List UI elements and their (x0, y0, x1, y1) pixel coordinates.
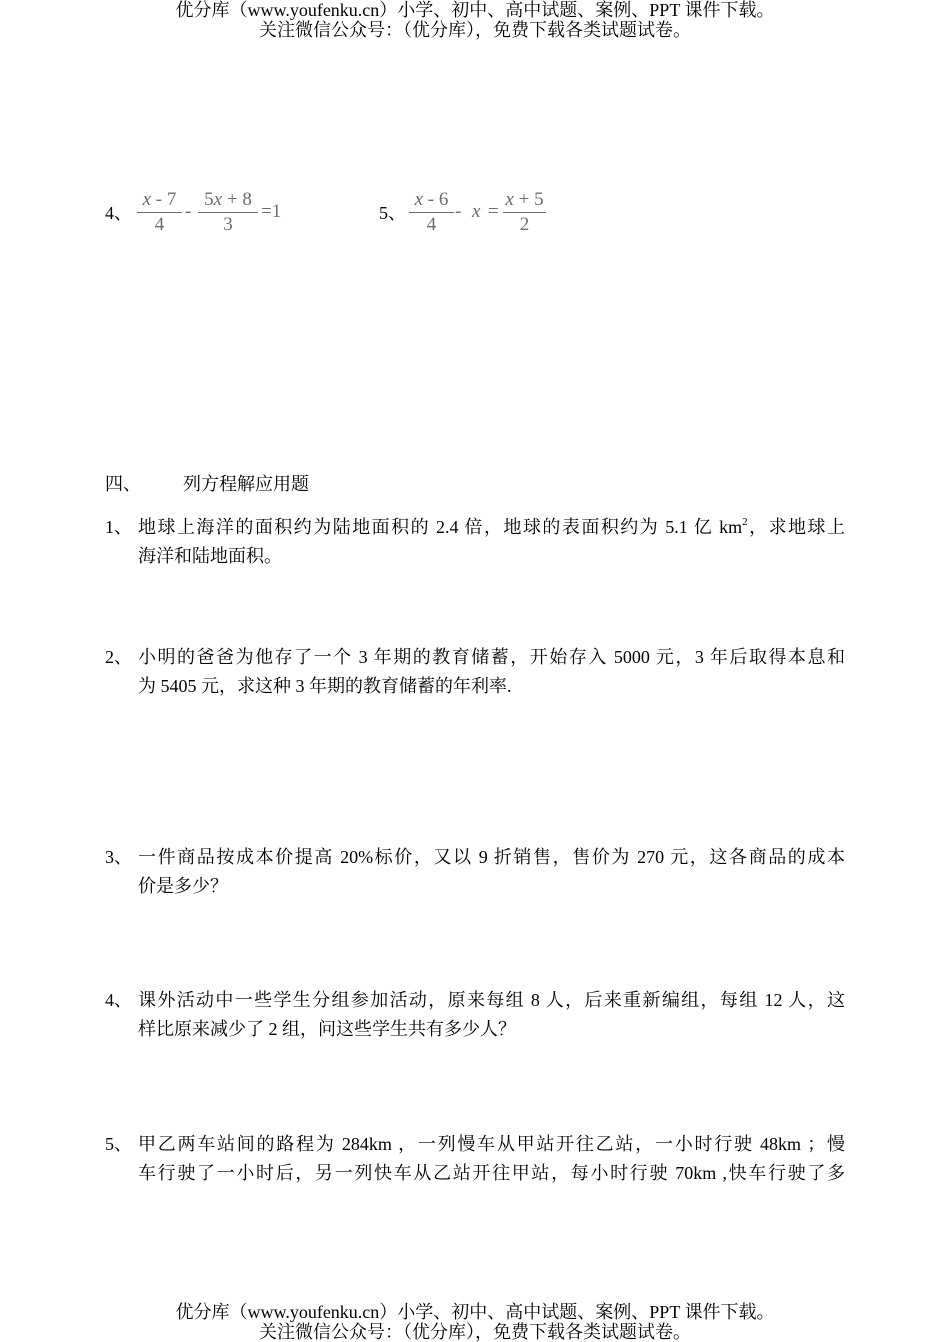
variable: x (213, 188, 223, 210)
equation-5-fraction-1 (409, 187, 454, 237)
problem-number: 3、 (105, 847, 132, 867)
fraction-numerator (137, 188, 182, 212)
problem-line-1: 课外活动中一些学生分组参加活动，原来每组 8 人，后来重新编组，每组 12 人，这 (138, 990, 845, 1010)
section-number: 四、 (105, 474, 141, 494)
fraction-denominator: 2 (519, 213, 530, 235)
problem-number: 1、 (105, 517, 132, 537)
equation-4-label: 4、 (105, 203, 132, 223)
problem-line-1: 一件商品按成本价提高 20%标价，又以 9 折销售，售价为 270 元，这各商品的成本 (138, 847, 845, 867)
problem-2 (0, 643, 950, 701)
header-line-1: 优分库（www.youfenku.cn）小学、初中、高中试题、案例、PPT 课件下载。 (175, 0, 775, 20)
problem-line-1: 甲乙两车站间的路程为 284km ，一列慢车从甲站开往乙站，一小时行驶 48km ；慢 (138, 1134, 845, 1154)
problem-line-2: 海洋和陆地面积。 (138, 546, 282, 566)
superscript: 2 (742, 516, 748, 528)
equation-5-equals: = (488, 201, 499, 222)
problem-line-2: 为 5405 元，求这种 3 年期的教育储蓄的年利率. (138, 676, 512, 696)
problem-number: 5、 (105, 1134, 132, 1154)
fraction-numerator (409, 188, 454, 212)
variable: x (505, 188, 514, 210)
fraction-denominator: 4 (426, 213, 437, 235)
equation-5-label: 5、 (379, 203, 406, 223)
equations-row (0, 187, 950, 237)
fraction-denominator: 3 (223, 213, 233, 235)
numerator-coefficient: 5 (204, 188, 214, 210)
footer-line-1: 优分库（www.youfenku.cn）小学、初中、高中试题、案例、PPT 课件下载。 (175, 1302, 775, 1322)
equation-4-minus: - (185, 201, 192, 222)
fraction-denominator: 4 (154, 213, 165, 235)
equation-4-fraction-1 (137, 187, 182, 237)
problem-text: ，求地球上 (747, 517, 846, 537)
fraction-numerator (503, 188, 546, 212)
problem-3 (0, 843, 950, 901)
variable: x (142, 188, 152, 210)
header-line-2: 关注微信公众号：（优分库），免费下载各类试题试卷。 (259, 20, 691, 40)
problem-1 (0, 513, 950, 571)
problem-line-1: 小明的爸爸为他存了一个 3 年期的教育储蓄，开始存入 5000 元，3 年后取得本息和 (138, 647, 845, 667)
equation-5-fraction-2 (503, 187, 546, 237)
page-footer (0, 1302, 950, 1342)
problem-line-1 (138, 513, 845, 542)
problem-number: 4、 (105, 990, 132, 1010)
problem-line-2: 样比原来减少了 2 组，问这些学生共有多少人？ (138, 1019, 516, 1039)
equation-4-fraction-2 (198, 187, 258, 237)
equation-5-variable: x (472, 201, 481, 222)
section-title: 列方程解应用题 (183, 474, 309, 494)
equation-5-minus: - (455, 201, 462, 222)
problem-number: 2、 (105, 647, 132, 667)
fraction-numerator (198, 188, 258, 212)
numerator-rest: + 5 (513, 188, 544, 210)
footer-line-2: 关注微信公众号：（优分库），免费下载各类试题试卷。 (259, 1322, 691, 1342)
problem-5 (0, 1130, 950, 1188)
problem-4 (0, 986, 950, 1044)
page-header (0, 0, 950, 40)
variable: x (414, 188, 424, 210)
problem-line-2: 车行驶了一小时后，另一列快车从乙站开往甲站，每小时行驶 70km ,快车行驶了多 (138, 1163, 845, 1183)
equation-4-rhs: =1 (261, 201, 282, 222)
numerator-rest: + 8 (222, 188, 252, 210)
problem-line-2: 价是多少？ (138, 876, 228, 896)
problem-text: 地球上海洋的面积约为陆地面积的 2.4 倍，地球的表面积约为 5.1 亿 km (138, 517, 743, 537)
numerator-rest: - 6 (423, 188, 449, 210)
numerator-rest: - 7 (151, 188, 177, 210)
